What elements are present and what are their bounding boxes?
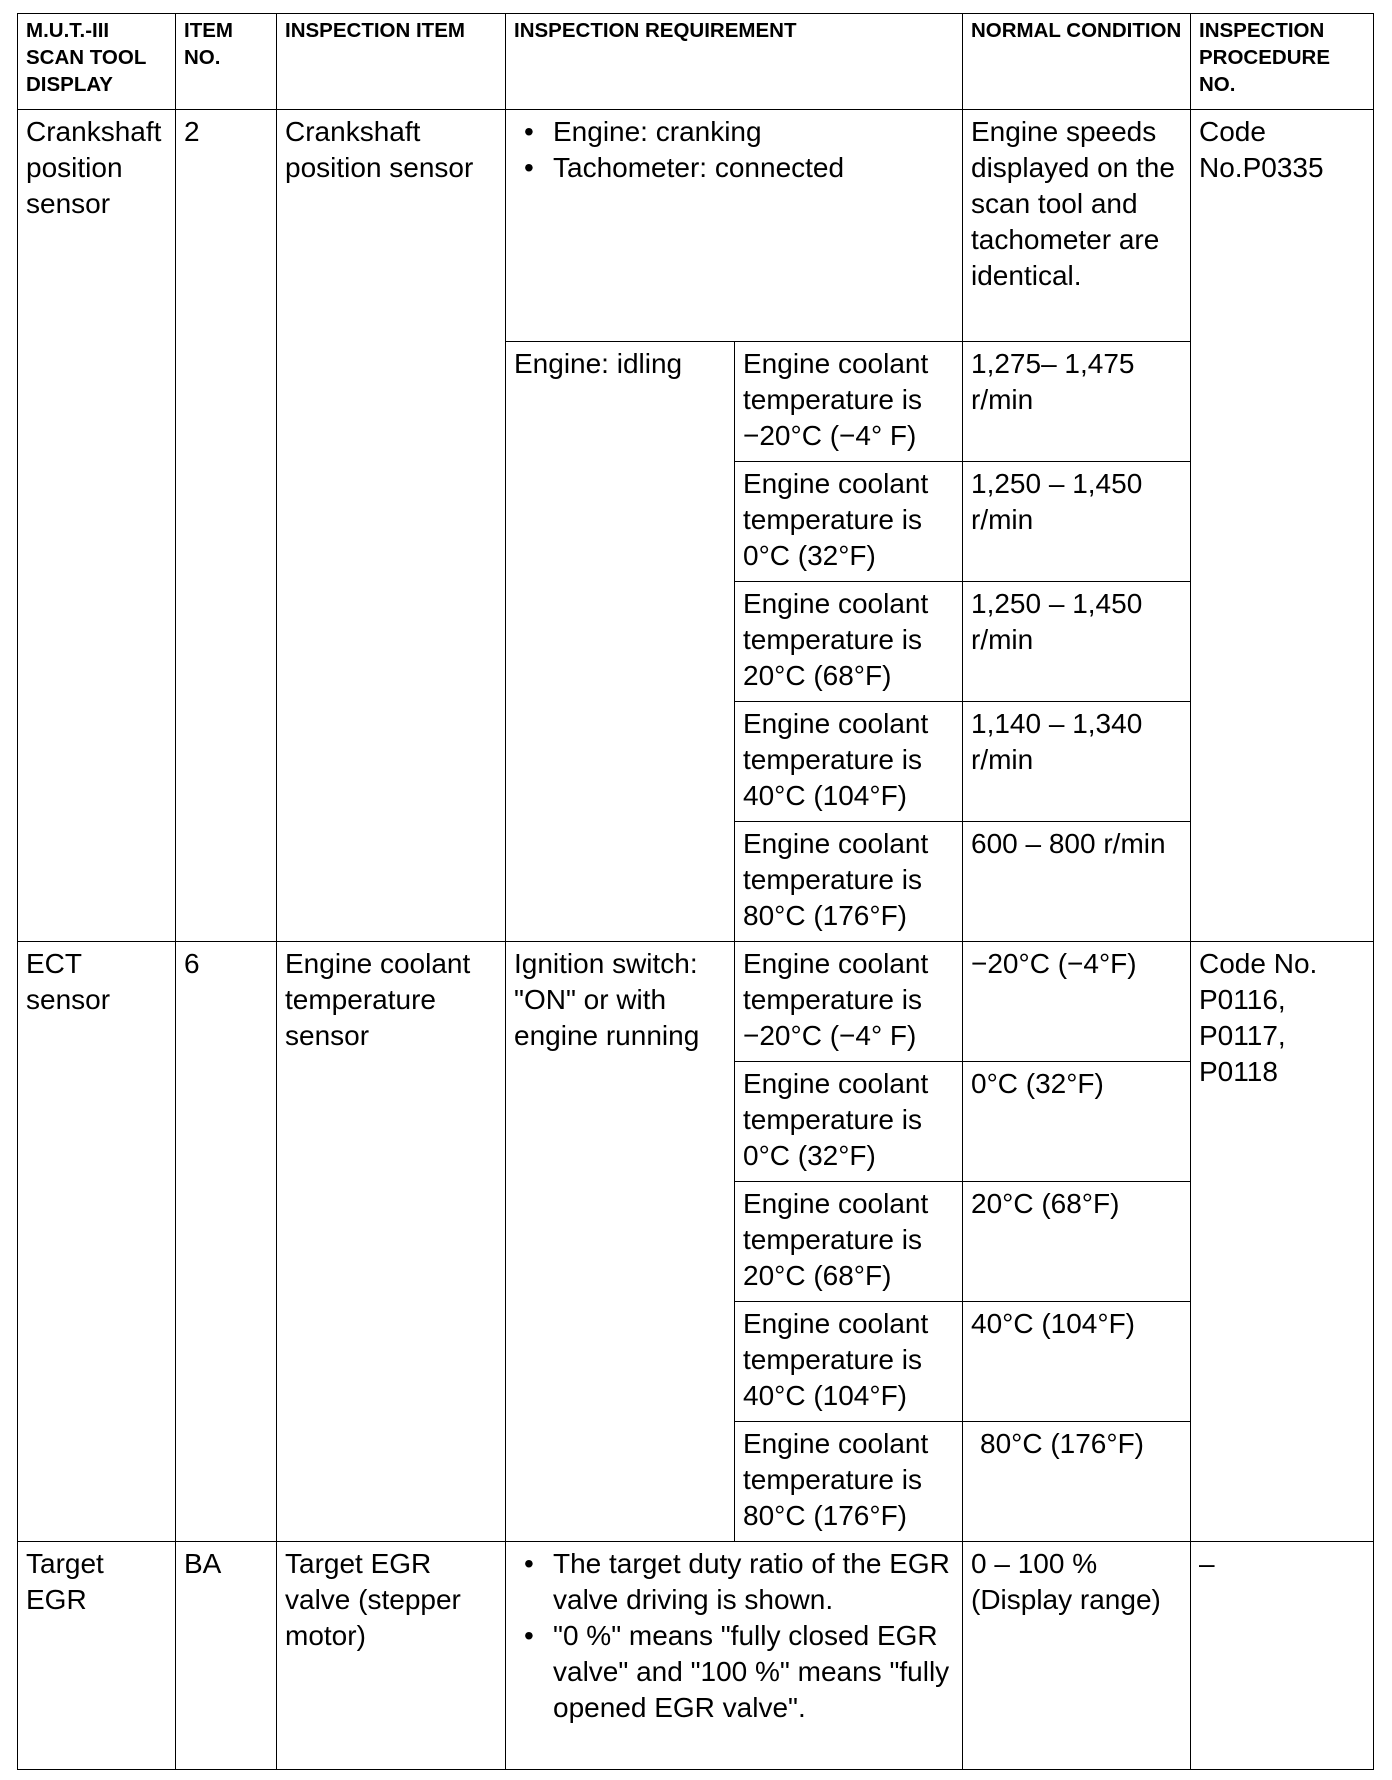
ckp-idle-condition: Engine coolant temperature is 20°C (68°F) — [735, 582, 963, 702]
ect-item-no: 6 — [176, 942, 277, 1542]
ect-requirement: Ignition switch: "ON" or with engine running — [506, 942, 735, 1542]
ckp-item: Crankshaft position sensor — [277, 110, 506, 942]
header-row — [18, 14, 1374, 110]
ckp-idle-label: Engine: idling — [506, 342, 735, 942]
ect-condition: Engine coolant temperature is −20°C (−4° F) — [735, 942, 963, 1062]
ckp-cranking-normal: Engine speeds displayed on the scan tool and tachometer are identical. — [963, 110, 1191, 342]
ckp-idle-normal: 1,140 – 1,340 r/min — [963, 702, 1191, 822]
ect-normal: −20°C (−4°F) — [963, 942, 1191, 1062]
header-inspection-item: INSPECTION ITEM — [277, 14, 506, 110]
header-display: M.U.T.-III SCAN TOOL DISPLAY — [18, 14, 176, 110]
ckp-idle-normal: 1,250 – 1,450 r/min — [963, 462, 1191, 582]
ect-condition: Engine coolant temperature is 20°C (68°F) — [735, 1182, 963, 1302]
egr-normal: 0 – 100 % (Display range) — [963, 1542, 1191, 1770]
header-normal-condition: NORMAL CONDITION — [963, 14, 1191, 110]
list-item: • Engine: cranking — [514, 114, 954, 150]
table-row — [18, 1542, 1374, 1770]
ect-normal: 80°C (176°F) — [963, 1422, 1191, 1542]
ect-normal: 20°C (68°F) — [963, 1182, 1191, 1302]
inspection-spec-table — [17, 13, 1374, 1770]
egr-requirement — [506, 1542, 963, 1770]
egr-item-no: BA — [176, 1542, 277, 1770]
ckp-procedure: Code No.P0335 — [1191, 110, 1374, 942]
header-item-no: ITEM NO. — [176, 14, 277, 110]
ckp-idle-normal: 600 – 800 r/min — [963, 822, 1191, 942]
ckp-idle-condition: Engine coolant temperature is 40°C (104°F) — [735, 702, 963, 822]
ckp-requirement-cranking — [506, 110, 963, 342]
header-inspection-requirement: INSPECTION REQUIREMENT — [506, 14, 963, 110]
egr-procedure: – — [1191, 1542, 1374, 1770]
ect-condition: Engine coolant temperature is 0°C (32°F) — [735, 1062, 963, 1182]
ckp-idle-condition: Engine coolant temperature is −20°C (−4° F) — [735, 342, 963, 462]
ect-normal: 40°C (104°F) — [963, 1302, 1191, 1422]
egr-display: Target EGR — [18, 1542, 176, 1770]
ckp-idle-condition: Engine coolant temperature is 80°C (176°F) — [735, 822, 963, 942]
ect-display: ECT sensor — [18, 942, 176, 1542]
table-row — [18, 110, 1374, 342]
list-item: • The target duty ratio of the EGR valve driving is shown. — [514, 1546, 954, 1618]
ckp-idle-normal: 1,275– 1,475 r/min — [963, 342, 1191, 462]
ect-condition: Engine coolant temperature is 80°C (176°F) — [735, 1422, 963, 1542]
list-item: • Tachometer: connected — [514, 150, 954, 186]
ect-item: Engine coolant temperature sensor — [277, 942, 506, 1542]
ect-procedure: Code No. P0116, P0117, P0118 — [1191, 942, 1374, 1542]
table-row — [18, 942, 1374, 1062]
ckp-item-no: 2 — [176, 110, 277, 942]
ckp-idle-condition: Engine coolant temperature is 0°C (32°F) — [735, 462, 963, 582]
header-procedure-no: INSPECTION PROCEDURE NO. — [1191, 14, 1374, 110]
egr-item: Target EGR valve (stepper motor) — [277, 1542, 506, 1770]
list-item: • "0 %" means "fully closed EGR valve" and "100 %" means "fully opened EGR valve". — [514, 1618, 954, 1726]
ect-normal: 0°C (32°F) — [963, 1062, 1191, 1182]
ect-condition: Engine coolant temperature is 40°C (104°F) — [735, 1302, 963, 1422]
ckp-idle-normal: 1,250 – 1,450 r/min — [963, 582, 1191, 702]
ckp-display: Crankshaft position sensor — [18, 110, 176, 942]
